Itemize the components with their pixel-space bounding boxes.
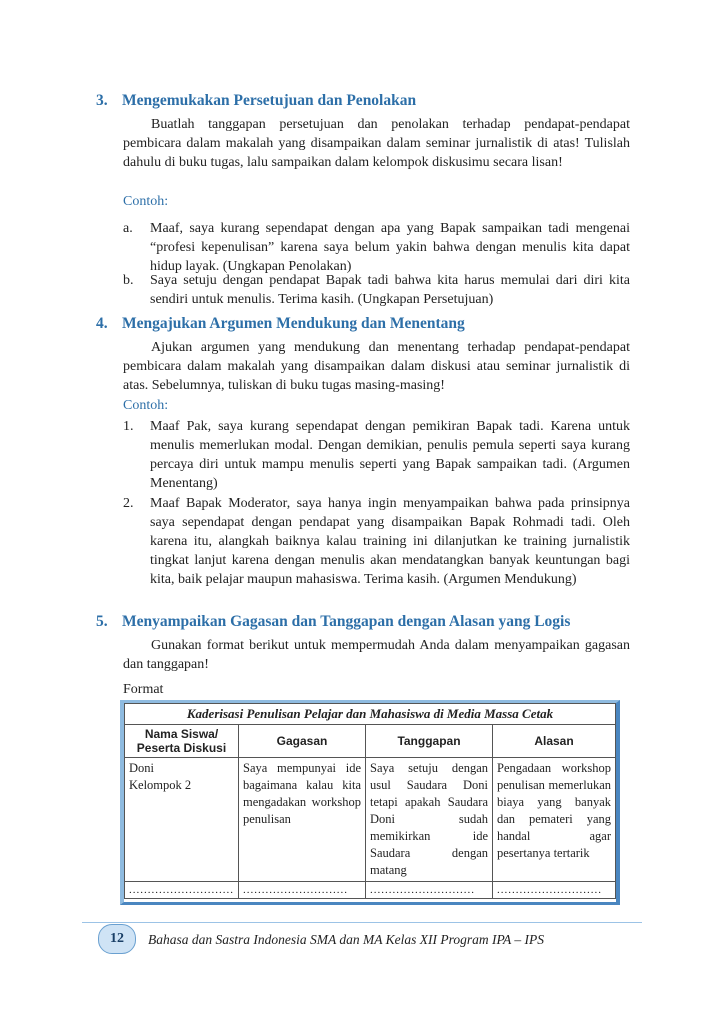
list-text: Maaf Pak, saya kurang sependapat dengan pemikiran Bapak tadi. Karena untuk menulis memerlukan modal. Dengan demikian, penulis pemula seperti saya kurang percaya diri untuk mampu menulis seperti yang Bapak sampaikan tadi. (Argumen Menentang) <box>150 419 630 491</box>
format-table <box>124 703 616 899</box>
table-caption: Kaderisasi Penulisan Pelajar dan Mahasiswa di Media Massa Cetak <box>125 704 616 725</box>
dots-cell: ............................ <box>125 882 239 899</box>
footer-divider <box>82 922 642 923</box>
section-paragraph: Buatlah tanggapan persetujuan dan penolakan terhadap pendapat-pendapat pembicara dalam makalah yang disampaikan dalam seminar jurnalistik di atas! Tulislah dahulu di buku tugas, lalu sampaikan dalam kelompok diskusimu secara lisan! <box>123 117 630 170</box>
section-heading-5 <box>96 613 570 631</box>
book-title: Bahasa dan Sastra Indonesia SMA dan MA Kelas XII Program IPA – IPS <box>148 932 544 947</box>
cell-tanggapan: Saya setuju dengan usul Saudara Doni tetapi apakah Saudara Doni sudah memikirkan ide Saudara dengan matang <box>366 758 493 882</box>
section-title: Mengemukakan Persetujuan dan Penolakan <box>122 92 417 109</box>
section-paragraph: Gunakan format berikut untuk mempermudah Anda dalam menyampaikan gagasan dan tanggapan! <box>123 638 630 672</box>
section-number: 4. <box>96 315 108 332</box>
list-item <box>123 494 630 589</box>
section-title: Mengajukan Argumen Mendukung dan Menentang <box>122 315 465 332</box>
list-item <box>123 271 630 309</box>
dots-cell: ............................ <box>493 882 616 899</box>
format-table-frame <box>120 700 620 905</box>
list-text: Maaf, saya kurang sependapat dengan apa yang Bapak sampaikan tadi mengenai “profesi kepenulisan” karena saya belum yakin bahwa dengan menulis kita dapat hidup layak. (Ungkapan Penolakan) <box>150 221 630 274</box>
list-text: Saya setuju dengan pendapat Bapak tadi bahwa kita harus memulai dari diri kita sendiri untuk menulis. Terima kasih. (Ungkapan Persetujuan) <box>150 273 630 307</box>
list-item <box>123 219 630 276</box>
header-nama: Nama Siswa/ Peserta Diskusi <box>125 725 239 758</box>
section-number: 3. <box>96 92 108 109</box>
contoh-label: Contoh: <box>123 194 169 209</box>
contoh-label: Contoh: <box>123 398 169 413</box>
kelompok-text: Kelompok 2 <box>129 778 192 792</box>
section-heading-4 <box>96 315 465 333</box>
cell-gagasan: Saya mempunyai ide bagaimana kalau kita mengadakan workshop penulisan <box>239 758 366 882</box>
list-item <box>123 417 630 493</box>
list-marker: a. <box>123 221 133 236</box>
section-title: Menyampaikan Gagasan dan Tanggapan dengan Alasan yang Logis <box>122 613 571 630</box>
list-text: Maaf Bapak Moderator, saya hanya ingin menyampaikan bahwa pada prinsipnya saya sependapat dengan pendapat yang disampaikan Bapak Rohmadi tadi. Oleh karena itu, alangkah baiknya kalau training ini dilanjutkan ke training jurnalistik tingkat lanjut karena dengan menulis akan mendatangkan banyak keuntungan bagi kita, baik pelajar maupun mahasiswa. Terima kasih. (Argumen Mendukung) <box>150 496 630 587</box>
section-heading-3 <box>96 92 416 110</box>
header-alasan: Alasan <box>493 725 616 758</box>
nama-text: Doni <box>129 761 154 775</box>
list-marker: b. <box>123 273 134 288</box>
format-label: Format <box>123 682 164 697</box>
cell-alasan: Pengadaan workshop penulisan memerlukan biaya yang banyak dan pemateri yang handal agar pesertanya tertarik <box>493 758 616 882</box>
dots-cell: ............................ <box>366 882 493 899</box>
table-row <box>125 882 616 899</box>
page-number: 12 <box>98 924 136 954</box>
section-paragraph: Ajukan argumen yang mendukung dan menentang terhadap pendapat-pendapat pembicara dalam makalah yang disampaikan dalam diskusi atau seminar jurnalistik di atas. Sebelumnya, tuliskan di buku tugas masing-masing! <box>123 340 630 393</box>
cell-nama <box>125 758 239 882</box>
header-tanggapan: Tanggapan <box>366 725 493 758</box>
list-marker: 2. <box>123 496 134 511</box>
list-marker: 1. <box>123 419 134 434</box>
dots-cell: ............................ <box>239 882 366 899</box>
section-number: 5. <box>96 613 108 630</box>
table-row <box>125 758 616 882</box>
header-gagasan: Gagasan <box>239 725 366 758</box>
